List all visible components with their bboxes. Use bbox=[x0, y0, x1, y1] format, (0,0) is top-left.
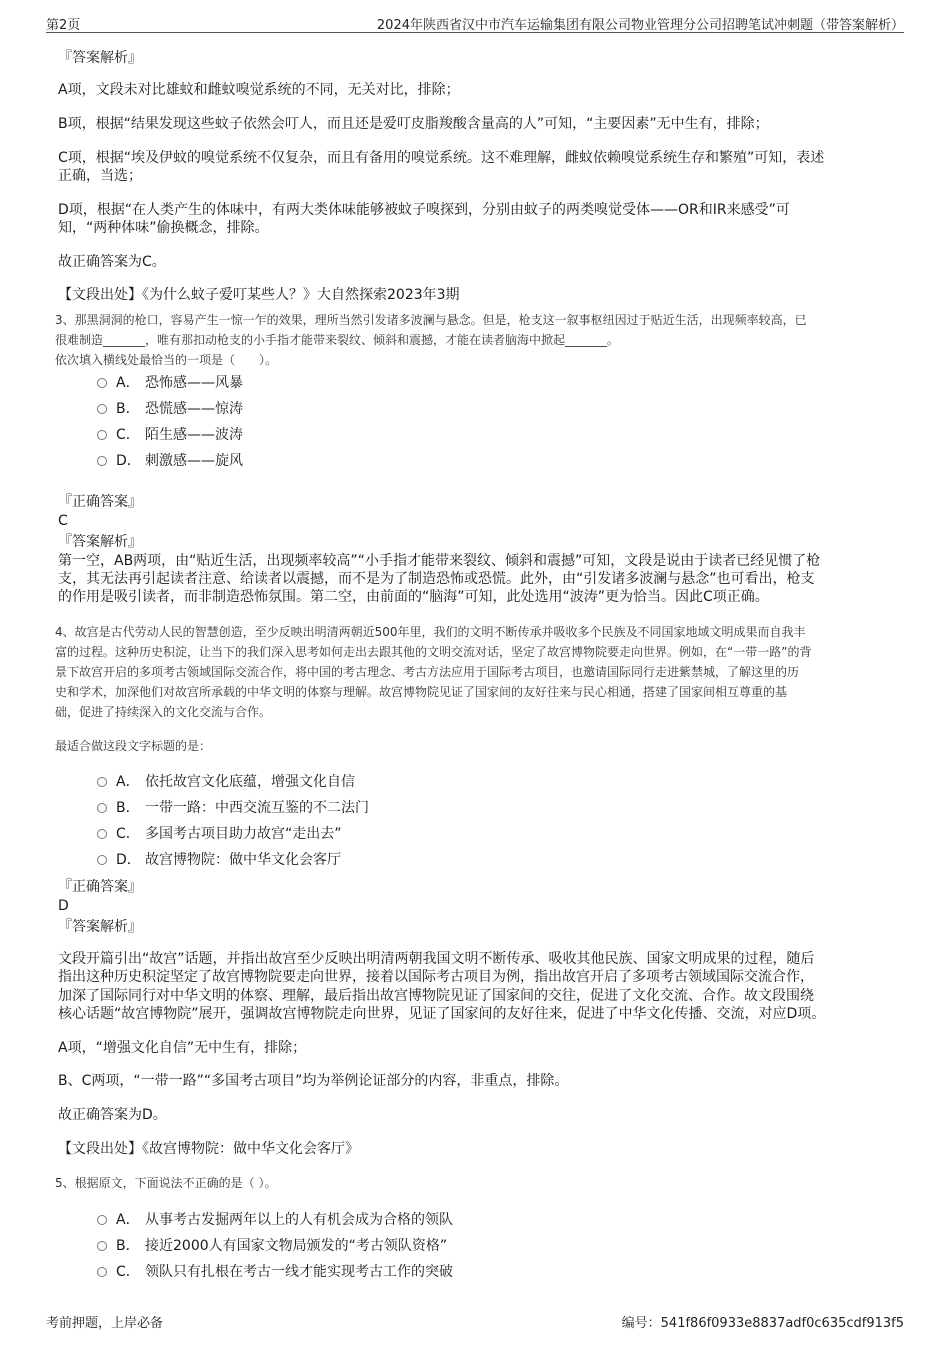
q3-answer: C bbox=[58, 513, 68, 529]
option-text: 故宫博物院：做中华文化会客厅 bbox=[145, 852, 341, 868]
q2-analysis-a: A项，文段未对比雄蚊和雌蚊嗅觉系统的不同，无关对比，排除； bbox=[58, 82, 460, 98]
radio-icon[interactable] bbox=[97, 404, 107, 414]
option-letter: D． bbox=[116, 852, 141, 868]
footer-slogan: 考前押题，上岸必备 bbox=[46, 1316, 164, 1331]
option-letter: C． bbox=[116, 826, 140, 842]
q4-stem-line: 史和学术，加深他们对故宫所承载的中华文明的体察与理解。故宫博物院见证了国家间的友好往来与民心相通，搭建了国家间相互尊重的基 bbox=[55, 685, 788, 699]
q4-analysis-line: 文段开篇引出“故宫”话题，并指出故宫至少反映出明清两朝我国文明不断传承、吸收其他民族、国家文明成果的过程，随后 bbox=[58, 951, 815, 967]
document-title: 2024年陕西省汉中市汽车运输集团有限公司物业管理分公司招聘笔试冲刺题（带答案解析） bbox=[376, 18, 904, 33]
radio-icon[interactable] bbox=[97, 855, 107, 865]
q3-analysis-line: 的作用是吸引读者，而非制造恐怖氛围。第二空，由前面的“脑海”可知，此处选用“波涛”更为恰当。因此C项正确。 bbox=[58, 589, 769, 605]
radio-icon[interactable] bbox=[97, 1241, 107, 1251]
q4-conclusion: 故正确答案为D。 bbox=[58, 1107, 167, 1123]
radio-icon[interactable] bbox=[97, 777, 107, 787]
q4-answer: D bbox=[58, 898, 69, 914]
q4-stem-line: 础，促进了持续深入的文化交流与合作。 bbox=[55, 705, 272, 719]
page-header bbox=[46, 12, 904, 33]
option-text: 刺激感——旋风 bbox=[145, 453, 243, 469]
radio-icon[interactable] bbox=[97, 430, 107, 440]
option-letter: A． bbox=[116, 1212, 140, 1228]
radio-icon[interactable] bbox=[97, 1267, 107, 1277]
q2-analysis-label: 『答案解析』 bbox=[58, 50, 142, 66]
q4-source: 【文段出处】《故宫博物院：做中华文化会客厅》 bbox=[58, 1141, 359, 1157]
radio-icon[interactable] bbox=[97, 1215, 107, 1225]
option-letter: A． bbox=[116, 774, 140, 790]
option-letter: A． bbox=[116, 375, 140, 391]
option-text: 从事考古发掘两年以上的人有机会成为合格的领队 bbox=[145, 1212, 453, 1228]
option-text: 多国考古项目助力故宫“走出去” bbox=[145, 826, 342, 842]
q3-analysis-line: 支，其无法再引起读者注意、给读者以震撼，而不是为了制造恐怖或恐慌。此外，由“引发诸多波澜与悬念”也可看出，枪支 bbox=[58, 571, 815, 587]
q3-analysis-line: 第一空，AB两项，由“贴近生活，出现频率较高”“小手指才能带来裂纹、倾斜和震撼”可知，文段是说由于读者已经见惯了枪 bbox=[58, 553, 821, 569]
q4-analysis-label: 『答案解析』 bbox=[58, 919, 142, 935]
option-letter: D． bbox=[116, 453, 141, 469]
option-letter: B． bbox=[116, 1238, 140, 1254]
q3-analysis-label: 『答案解析』 bbox=[58, 534, 142, 550]
q2-conclusion: 故正确答案为C。 bbox=[58, 254, 166, 270]
q4-question: 最适合做这段文字标题的是： bbox=[55, 739, 212, 753]
q3-stem-line1: 3、那黑洞洞的枪口，容易产生一惊一乍的效果，理所当然引发诸多波澜与悬念。但是，枪支这一叙事枢纽因过于贴近生活，出现频率较高，已 bbox=[55, 313, 807, 327]
footer-serial: 编号：541f86f0933e8837adf0c635cdf913f5 bbox=[621, 1316, 904, 1331]
page-footer bbox=[46, 1312, 904, 1332]
q2-source: 【文段出处】《为什么蚊子爱叮某些人？》大自然探索2023年3期 bbox=[58, 287, 460, 303]
radio-icon[interactable] bbox=[97, 456, 107, 466]
q2-analysis-c-line1: C项，根据“埃及伊蚊的嗅觉系统不仅复杂，而且有备用的嗅觉系统。这不难理解，雌蚊依赖嗅觉系统生存和繁殖”可知，表述 bbox=[58, 150, 825, 166]
q2-analysis-d-line2: 知，“两种体味”偷换概念，排除。 bbox=[58, 220, 269, 236]
option-text: 接近2000人有国家文物局颁发的“考古领队资格” bbox=[145, 1238, 448, 1254]
q4-answer-label: 『正确答案』 bbox=[58, 879, 142, 895]
option-text: 陌生感——波涛 bbox=[145, 427, 243, 443]
q3-answer-label: 『正确答案』 bbox=[58, 494, 142, 510]
option-text: 一带一路：中西交流互鉴的不二法门 bbox=[145, 800, 369, 816]
option-letter: B． bbox=[116, 800, 140, 816]
q4-analysis-bc: B、C两项，“一带一路”“多国考古项目”均为举例论证部分的内容，非重点，排除。 bbox=[58, 1073, 569, 1089]
radio-icon[interactable] bbox=[97, 378, 107, 388]
page-number: 第2页 bbox=[46, 18, 81, 33]
option-text: 恐慌感——惊涛 bbox=[145, 401, 243, 417]
option-letter: B． bbox=[116, 401, 140, 417]
q4-analysis-line: 指出这种历史积淀坚定了故宫博物院要走向世界，接着以国际考古项目为例，指出故宫开启了多项考古领域国际交流合作， bbox=[58, 969, 814, 985]
q4-analysis-line: 加深了国际同行对中华文明的体察、理解，最后指出故宫博物院见证了国家间的交往，促进了文化交流、合作。故文段围绕 bbox=[58, 988, 814, 1004]
q4-stem-line: 富的过程。这种历史积淀，让当下的我们深入思考如何走出去跟其他的文明交流对话，坚定了故宫博物院要走向世界。例如，在“一带一路”的背 bbox=[55, 645, 812, 659]
option-letter: C． bbox=[116, 427, 140, 443]
q5-stem: 5、根据原文，下面说法不正确的是（ ）。 bbox=[55, 1176, 277, 1190]
q2-analysis-b: B项，根据“结果发现这些蚊子依然会叮人，而且还是爱叮皮脂羧酸含量高的人”可知，“主要因素”无中生有，排除； bbox=[58, 116, 769, 132]
q4-stem-line: 景下故宫开启的多项考古领域国际交流合作，将中国的考古理念、考古方法应用于国际考古项目，也邀请国际同行走进紫禁城，了解这里的历 bbox=[55, 665, 800, 679]
option-letter: C． bbox=[116, 1264, 140, 1280]
option-text: 领队只有扎根在考古一线才能实现考古工作的突破 bbox=[145, 1264, 453, 1280]
q2-analysis-c-line2: 正确，当选； bbox=[58, 168, 142, 184]
q4-stem-line: 4、故宫是古代劳动人民的智慧创造，至少反映出明清两朝近500年里，我们的文明不断传承并吸收多个民族及不同国家地域文明成果而自我丰 bbox=[55, 625, 806, 639]
q2-analysis-d-line1: D项，根据“在人类产生的体味中，有两大类体味能够被蚊子嗅探到，分别由蚊子的两类嗅觉受体——OR和IR来感受”可 bbox=[58, 202, 790, 218]
q4-analysis-line: 核心话题“故宫博物院”展开，强调故宫博物院走向世界，见证了国家间的友好往来，促进了中华文化传播、交流，对应D项。 bbox=[58, 1006, 826, 1022]
option-text: 恐怖感——风暴 bbox=[145, 375, 243, 391]
radio-icon[interactable] bbox=[97, 803, 107, 813]
option-text: 依托故宫文化底蕴，增强文化自信 bbox=[145, 774, 355, 790]
radio-icon[interactable] bbox=[97, 829, 107, 839]
q3-stem-line2: 很难制造_______，唯有那扣动枪支的小手指才能带来裂纹、倾斜和震撼，才能在读者脑海中掀起_______。 bbox=[55, 333, 620, 347]
q3-stem-line3: 依次填入横线处最恰当的一项是（ ）。 bbox=[55, 353, 278, 367]
q4-analysis-a: A项，“增强文化自信”无中生有，排除； bbox=[58, 1040, 307, 1056]
